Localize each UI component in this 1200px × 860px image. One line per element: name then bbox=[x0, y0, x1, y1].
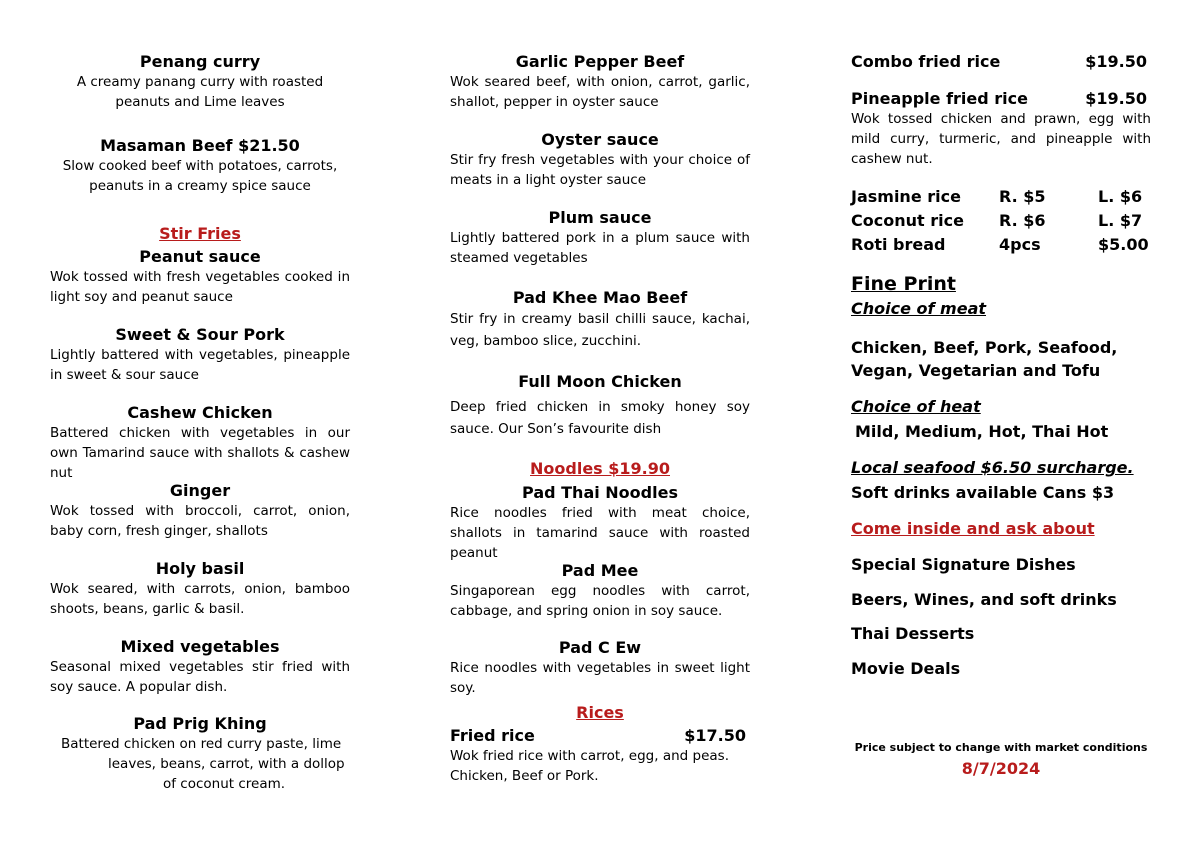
item-title: Plum sauce bbox=[548, 208, 652, 227]
item-title: Pad C Ew bbox=[558, 638, 642, 657]
menu-item-pineapple bbox=[851, 89, 1151, 169]
item-desc: Stir fry fresh vegetables with your choice of meats in a light oyster sauce bbox=[450, 152, 750, 188]
item-desc: Wok fried rice with carrot, egg, and peas. Chicken, Beef or Pork. bbox=[450, 748, 729, 784]
heat-options: Mild, Medium, Hot, Thai Hot bbox=[855, 422, 1109, 441]
section-heading-stir-fries: Stir Fries bbox=[159, 224, 241, 243]
menu-item-oyster bbox=[450, 130, 750, 190]
item-title: Full Moon Chicken bbox=[518, 372, 682, 391]
choice-of-meat-heading: Choice of meat bbox=[851, 299, 987, 318]
item-title: Sweet & Sour Pork bbox=[115, 325, 285, 344]
special-item: Special Signature Dishes bbox=[851, 555, 1076, 574]
menu-date: 8/7/2024 bbox=[961, 759, 1041, 778]
item-desc: Wok tossed chicken and prawn, egg with mild curry, turmeric, and pineapple with cashew nut. bbox=[851, 111, 1151, 167]
item-price: $17.50 bbox=[684, 726, 746, 745]
item-desc: Wok tossed with fresh vegetables cooked in light soy and peanut sauce bbox=[50, 269, 350, 305]
come-inside-heading: Come inside and ask about bbox=[851, 519, 1095, 538]
item-price: $19.50 bbox=[1085, 52, 1147, 71]
side-name: Coconut rice bbox=[851, 211, 964, 230]
item-desc: Wok tossed with broccoli, carrot, onion, baby corn, fresh ginger, shallots bbox=[50, 503, 350, 539]
side-price-regular: R. $6 bbox=[999, 211, 1046, 230]
item-title: Oyster sauce bbox=[541, 130, 659, 149]
item-desc: Lightly battered pork in a plum sauce with steamed vegetables bbox=[450, 230, 750, 266]
side-row bbox=[851, 233, 1151, 257]
item-title: Mixed vegetables bbox=[120, 637, 280, 656]
side-name: Roti bread bbox=[851, 235, 946, 254]
item-desc: Seasonal mixed vegetables stir fried with soy sauce. A popular dish. bbox=[50, 659, 350, 695]
item-desc: Slow cooked beef with potatoes, carrots, peanuts in a creamy spice sauce bbox=[62, 158, 338, 194]
menu-item-combo bbox=[851, 52, 1147, 72]
menu-item-pad-prig bbox=[50, 714, 350, 794]
item-title: Penang curry bbox=[139, 52, 261, 71]
menu-item-pad-khee-mao bbox=[450, 288, 750, 352]
menu-item-mixed-veg bbox=[50, 637, 350, 697]
item-title: Pad Prig Khing bbox=[133, 714, 267, 733]
menu-item-pad-c-ew bbox=[450, 638, 750, 698]
item-desc: Lightly battered with vegetables, pineapple in sweet & sour sauce bbox=[50, 347, 350, 383]
meat-options: Chicken, Beef, Pork, Seafood, Vegan, Vegetarian and Tofu bbox=[851, 338, 1118, 380]
menu-item-pad-thai bbox=[450, 483, 750, 563]
item-desc: Battered chicken with vegetables in our own Tamarind sauce with shallots & cashew nut bbox=[50, 425, 350, 481]
item-title: Combo fried rice bbox=[851, 52, 1001, 71]
item-title: Masaman Beef $21.50 bbox=[100, 136, 300, 155]
item-desc: Singaporean egg noodles with carrot, cabbage, and spring onion in soy sauce. bbox=[450, 583, 750, 619]
item-desc-line: Battered chicken on red curry paste, lime bbox=[61, 736, 342, 752]
side-price-regular: 4pcs bbox=[999, 235, 1041, 254]
item-desc: Wok seared beef, with onion, carrot, garlic, shallot, pepper in oyster sauce bbox=[450, 74, 750, 110]
special-item: Beers, Wines, and soft drinks bbox=[851, 590, 1117, 609]
item-title: Fried rice bbox=[450, 726, 535, 745]
menu-item-masaman bbox=[50, 136, 350, 196]
side-row bbox=[851, 209, 1151, 233]
sides-list bbox=[851, 185, 1151, 257]
item-title: Garlic Pepper Beef bbox=[515, 52, 685, 71]
seafood-surcharge: Local seafood $6.50 surcharge. bbox=[851, 458, 1134, 477]
soft-drinks-note: Soft drinks available Cans $3 bbox=[851, 483, 1115, 502]
item-title: Pad Thai Noodles bbox=[522, 483, 678, 502]
menu-item-ginger bbox=[50, 481, 350, 541]
menu-item-holy-basil bbox=[50, 559, 350, 619]
side-price-large: L. $6 bbox=[1098, 187, 1143, 206]
special-item: Movie Deals bbox=[851, 659, 961, 678]
menu-item-fried-rice bbox=[450, 726, 750, 786]
side-price-large: L. $7 bbox=[1098, 211, 1143, 230]
menu-item-pad-mee bbox=[450, 561, 750, 621]
fine-print-heading: Fine Print bbox=[851, 273, 956, 295]
item-desc-line: leaves, beans, carrot, with a dollop bbox=[108, 756, 345, 772]
section-heading-rices: Rices bbox=[576, 703, 624, 722]
item-desc: Deep fried chicken in smoky honey soy sauce. Our Son’s favourite dish bbox=[450, 399, 750, 437]
section-heading-noodles: Noodles $19.90 bbox=[530, 459, 670, 478]
side-price-large: $5.00 bbox=[1098, 235, 1149, 254]
item-desc: Rice noodles fried with meat choice, shallots in tamarind sauce with roasted peanut bbox=[450, 505, 750, 561]
side-name: Jasmine rice bbox=[851, 187, 961, 206]
menu-item-peanut bbox=[50, 247, 350, 307]
choice-of-heat-heading: Choice of heat bbox=[851, 397, 981, 416]
item-title: Holy basil bbox=[155, 559, 245, 578]
side-row bbox=[851, 185, 1151, 209]
item-title: Pad Mee bbox=[561, 561, 639, 580]
menu-item-garlic-pepper bbox=[450, 52, 750, 112]
item-desc-line: of coconut cream. bbox=[163, 776, 286, 792]
item-title: Peanut sauce bbox=[139, 247, 261, 266]
menu-item-penang bbox=[50, 52, 350, 112]
item-desc: Wok seared, with carrots, onion, bamboo shoots, beans, garlic & basil. bbox=[50, 581, 350, 617]
special-item: Thai Desserts bbox=[851, 624, 975, 643]
item-desc: Stir fry in creamy basil chilli sauce, kachai, veg, bamboo slice, zucchini. bbox=[450, 311, 750, 349]
menu-item-sweet-sour bbox=[50, 325, 350, 385]
menu-item-full-moon bbox=[450, 372, 750, 440]
price-note: Price subject to change with market conditions bbox=[854, 741, 1148, 754]
menu-item-cashew bbox=[50, 403, 350, 483]
item-title: Pad Khee Mao Beef bbox=[512, 288, 688, 307]
item-title: Ginger bbox=[169, 481, 231, 500]
item-title: Pineapple fried rice bbox=[851, 89, 1028, 108]
menu-item-plum bbox=[450, 208, 750, 268]
item-desc: Rice noodles with vegetables in sweet light soy. bbox=[450, 660, 750, 696]
item-title: Cashew Chicken bbox=[127, 403, 273, 422]
side-price-regular: R. $5 bbox=[999, 187, 1046, 206]
item-price: $19.50 bbox=[1085, 89, 1147, 108]
item-desc: A creamy panang curry with roasted peanuts and Lime leaves bbox=[76, 74, 324, 110]
